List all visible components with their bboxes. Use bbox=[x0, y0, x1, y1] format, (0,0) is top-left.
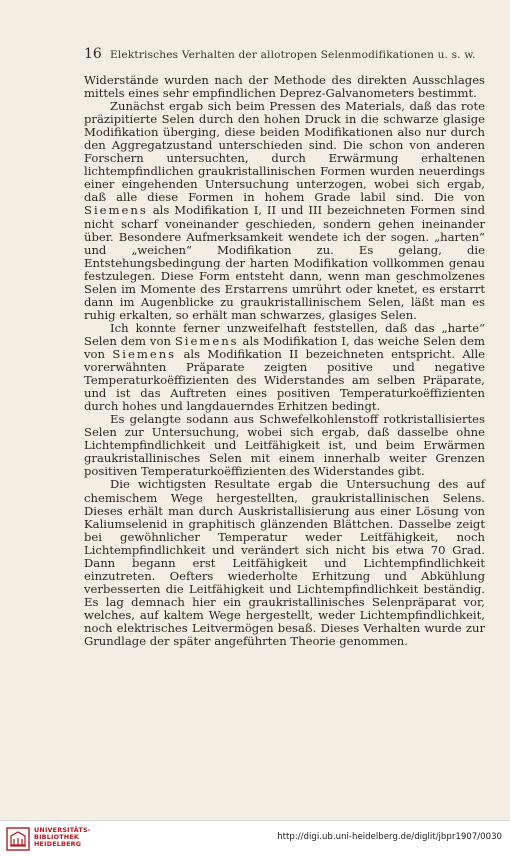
library-name-line-3: HEIDELBERG bbox=[34, 840, 82, 849]
author-name-siemens: Siemens bbox=[84, 203, 148, 218]
paragraph-3-part-a: Ich konnte ferner unzweifelhaft feststellen, daß das „harte“ Selen dem von bbox=[84, 320, 485, 348]
paragraph-3 bbox=[84, 322, 485, 413]
paragraph-2-text: Zunächst ergab sich beim Pressen des Materials, daß das rote präzipitierte Selen durch den hohen Druck in die schwarze glasige Modifikation überging, diese beiden Modifikationen also nur durch den Aggregatzustand unterschieden sind. Die schon von anderen Forschern untersuchten, durch Erwärmung erhaltenen lichtempfindlichen graukristallinischen Formen wurden neuerdings einer eingehenden Untersuchung unterzogen, wobei sich ergab, daß alle diese Formen in hohem Grade labil sind. Die von bbox=[84, 99, 485, 205]
running-header bbox=[84, 46, 484, 62]
author-name-siemens: Siemens bbox=[112, 346, 177, 361]
library-name bbox=[34, 827, 91, 849]
viewer-footer bbox=[0, 820, 510, 856]
paragraph-5 bbox=[84, 478, 485, 648]
paragraph-4 bbox=[84, 413, 485, 478]
paragraph-1 bbox=[84, 74, 485, 100]
paragraph-5-text: Die wichtigsten Resultate ergab die Untersuchung des auf chemischem Wege hergestellten, graukristallinischen Selens. Dieses erhält man durch Auskristallisierung aus einer Lösung von Kaliumselenid in graphitisch glänzenden Blättchen. Dasselbe zeigt bei gewöhnlicher Temperatur weder Leitfähigkeit, noch Lichtempfindlichkeit und verändert sich nicht bis etwa 70 Grad. Dann begann erst Leitfähigkeit und Lichtempfindlichkeit einzutreten. Oefters wiederholte Erhitzung und Abkühlung verbesserten die Leitfähigkeit und Lichtempfindlichkeit beständig. Es lag demnach hier ein graukristallinisches Selenpräparat vor, welches, auf kaltem Wege hergestellt, weder Lichtempfindlichkeit, noch elektrisches Leitvermögen besaß. Dieses Verhalten wurde zur Grundlage der später angeführten Theorie genommen. bbox=[84, 477, 485, 649]
library-name-line-2: BIBLIOTHEK bbox=[34, 833, 80, 842]
paragraph-4-text: Es gelangte sodann aus Schwefelkohlenstoff rotkristallisiertes Selen zur Untersuchung, wobei sich ergab, daß dasselbe ohne Lichtempfindlichkeit und Leitfähigkeit ist, und beim Erwärmen graukristallinisches Selen mit einem innerhalb weiter Grenzen positiven Temperaturkoëffizienten des Widerstandes gibt. bbox=[84, 412, 485, 479]
paragraph-3-part-c: als Modifikation II bezeichneten entspricht. Alle vorerwähnten Präparate zeigten positive und negative Temperaturkoëffizienten des Widerstandes am selben Präparate, und ist das Auftreten eines positiven Temperaturkoëffizienten durch hohes und langdauerndes Erhitzen bedingt. bbox=[84, 346, 486, 414]
body-text bbox=[84, 74, 485, 648]
page-number: 16 bbox=[84, 46, 102, 62]
paragraph-3-part-b: als Modifikation I, das weiche Selen dem von bbox=[84, 333, 485, 361]
paragraph-2 bbox=[84, 100, 485, 322]
source-url-link[interactable]: http://digi.ub.uni-heidelberg.de/diglit/jbpr1907/0030 bbox=[277, 832, 502, 842]
university-seal-icon bbox=[6, 827, 30, 851]
author-name-siemens: Siemens bbox=[174, 333, 239, 348]
paragraph-1-text: Widerstände wurden nach der Methode des direkten Ausschlages mittels eines sehr empfindlichen Deprez-Galvanometers bestimmt. bbox=[84, 73, 485, 101]
running-title: Elektrisches Verhalten der allotropen Selenmodifikationen u. s. w. bbox=[110, 49, 476, 61]
paragraph-2-tail: als Modifikation I, II und III bezeichneten Formen sind nicht scharf voneinander geschieden, sondern gehen ineinander über. Besondere Aufmerksamkeit wendete ich der sogen. „harten“ und „weichen“ Modifikation zu. Es gelang, die Entstehungsbedingung der harten Modifikation vollkommen genau festzulegen. Diese Form entsteht dann, wenn man geschmolzenes Selen im Momente des Erstarrens umrührt oder knetet, es erstarrt dann im Augenblicke zu graukristallinischem Selen, läßt man es ruhig erkalten, so erhält man schwarzes, glasiges Selen. bbox=[84, 203, 486, 322]
library-name-line-1: UNIVERSITÄTS- bbox=[34, 826, 91, 834]
